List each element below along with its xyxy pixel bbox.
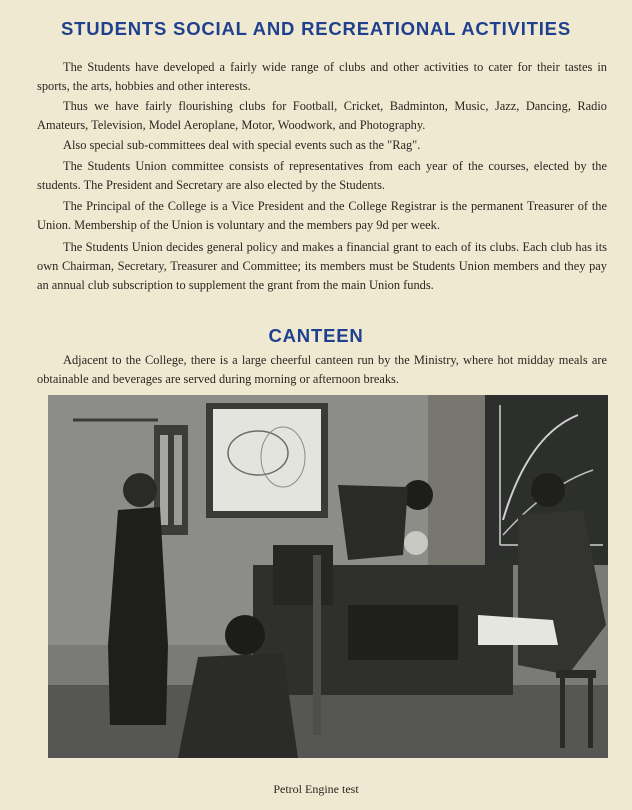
- paragraph-sub-committees: Also special sub-committees deal with special events such as the "Rag".: [63, 138, 421, 152]
- paragraph-union-policy: The Students Union decides general policy and makes a financial grant to each of its clubs. Each club has its own Chairman, Secretary, Treasurer and Committee; its members must be Students Union members and they pay an annual club subscription to supplement the grant from the main Union funds.: [37, 240, 607, 292]
- photo-caption: Petrol Engine test: [273, 782, 359, 796]
- paragraph-union-officers: The Principal of the College is a Vice President and the College Registrar is the permanent Treasurer of the Union. Membership of the Union is voluntary and the members pay 9d per week.: [37, 199, 607, 232]
- engine-test-photo: [48, 395, 608, 758]
- paragraph-union-committee: The Students Union committee consists of representatives from each year of the courses, elected by the students. The President and Secretary are also elected by the Students.: [37, 159, 607, 192]
- paragraph-clubs-intro: The Students have developed a fairly wide range of clubs and other activities to cater for their tastes in sports, the arts, hobbies and other interests.: [37, 60, 607, 93]
- paragraph-canteen: Adjacent to the College, there is a large cheerful canteen run by the Ministry, where hot midday meals are obtainable and beverages are served during morning or afternoon breaks.: [37, 353, 607, 386]
- section-heading: STUDENTS SOCIAL AND RECREATIONAL ACTIVITIES: [61, 18, 571, 39]
- canteen-heading: CANTEEN: [268, 325, 364, 346]
- paragraph-clubs-list: Thus we have fairly flourishing clubs for Football, Cricket, Badminton, Music, Jazz, Dancing, Radio Amateurs, Television, Model Aeroplane, Motor, Woodwork, and Photography.: [37, 99, 607, 132]
